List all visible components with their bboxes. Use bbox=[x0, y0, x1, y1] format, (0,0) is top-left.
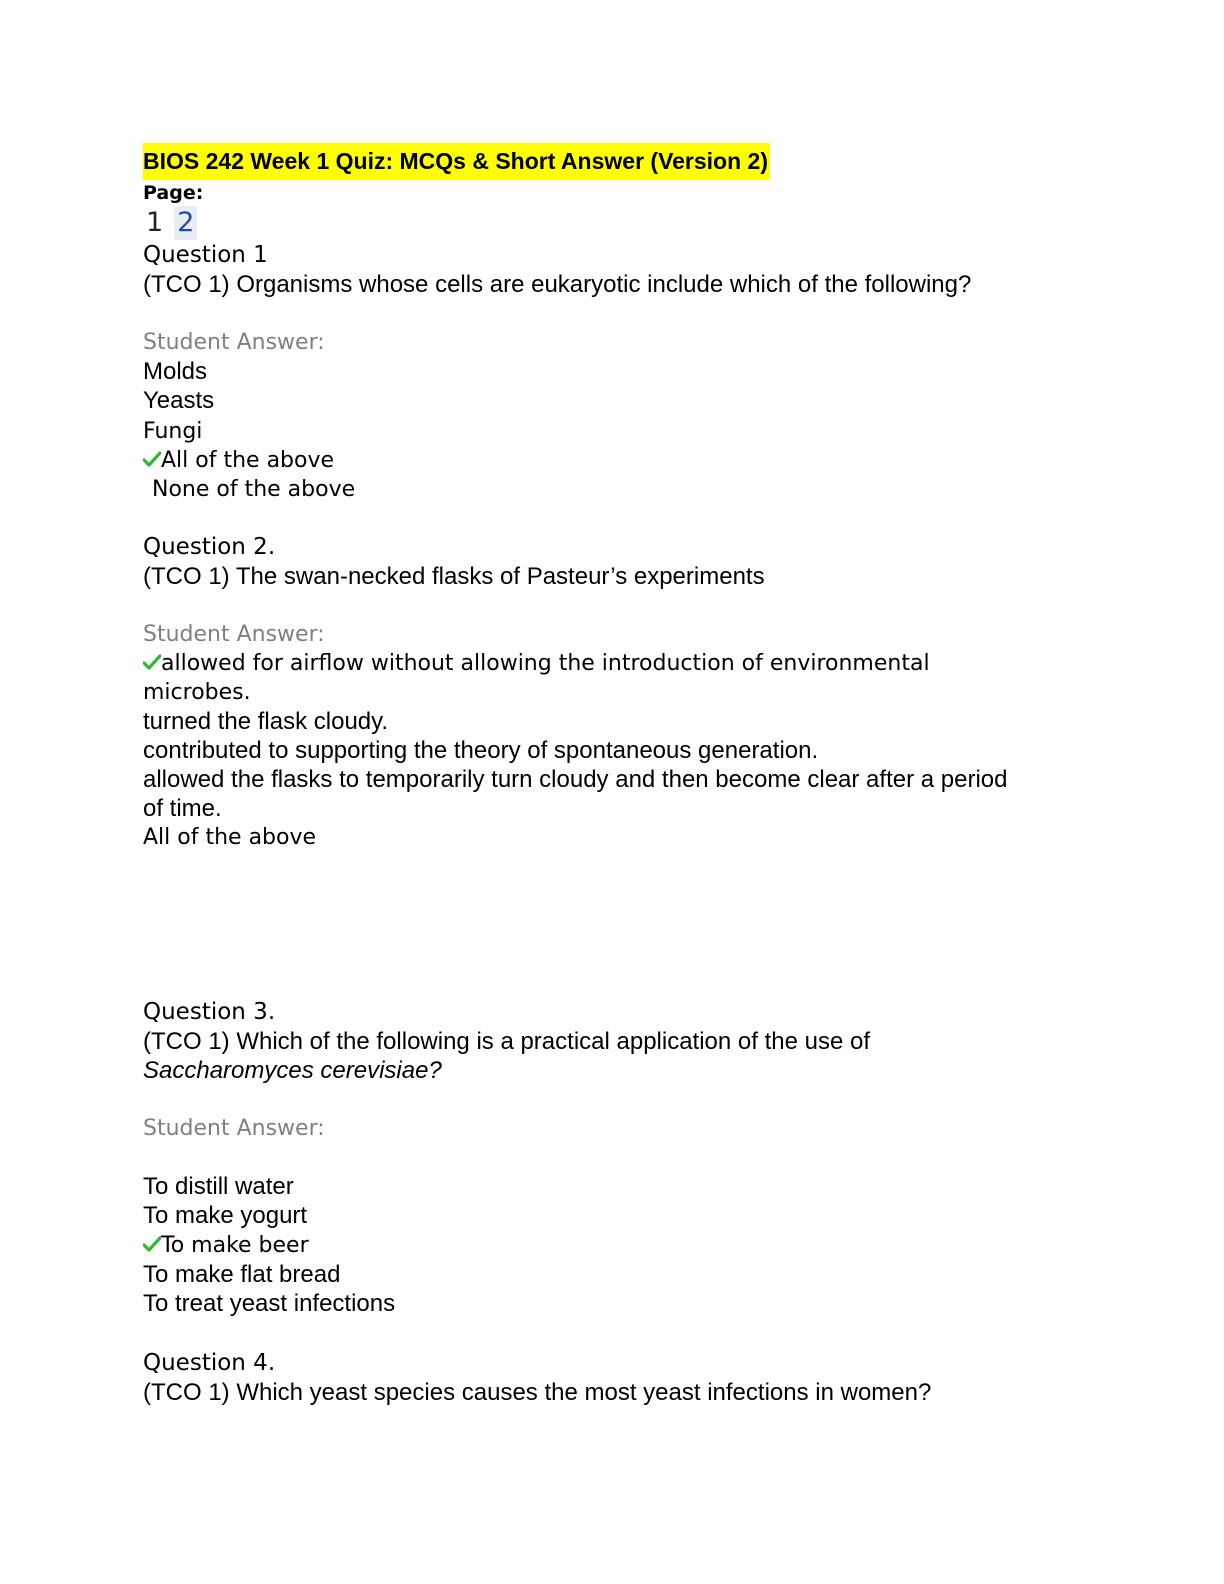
answer-option-label: To make beer bbox=[161, 1233, 309, 1258]
answer-option: allowed the flasks to temporarily turn cloudy and then become clear after a period of time. bbox=[143, 766, 1008, 822]
answer-option: To make flat bread bbox=[143, 1261, 341, 1288]
answer-option-label: All of the above bbox=[161, 448, 335, 473]
quiz-title: BIOS 242 Week 1 Quiz: MCQs & Short Answer (Version 2) bbox=[143, 143, 770, 180]
pagination bbox=[143, 206, 1043, 240]
question-label: Question 1 bbox=[143, 242, 268, 268]
student-answer-label: Student Answer: bbox=[143, 622, 325, 647]
student-answer-label: Student Answer: bbox=[143, 330, 325, 355]
question-text: (TCO 1) Which yeast species causes the most yeast infections in women? bbox=[143, 1379, 932, 1406]
answer-option-correct bbox=[143, 649, 1013, 707]
question-label: Question 3. bbox=[143, 999, 276, 1025]
checkmark-icon bbox=[143, 1235, 161, 1253]
checkmark-icon bbox=[143, 450, 161, 468]
answer-option: contributed to supporting the theory of spontaneous generation. bbox=[143, 737, 819, 764]
answer-option: To distill water bbox=[143, 1173, 294, 1200]
question-text: (TCO 1) The swan-necked flasks of Pasteur’s experiments bbox=[143, 563, 765, 590]
checkmark-icon bbox=[143, 653, 161, 671]
question-4 bbox=[143, 1349, 1043, 1407]
question-label: Question 4. bbox=[143, 1350, 276, 1376]
answer-option: To make yogurt bbox=[143, 1202, 308, 1229]
page-label: Page: bbox=[143, 182, 204, 204]
answer-option: All of the above bbox=[143, 825, 317, 850]
question-label: Question 2. bbox=[143, 534, 276, 560]
student-answer-label: Student Answer: bbox=[143, 1116, 325, 1141]
question-3 bbox=[143, 998, 1043, 1318]
answer-option-correct bbox=[143, 446, 1043, 475]
question-text-species: Saccharomyces cerevisiae? bbox=[143, 1057, 442, 1084]
answer-option: turned the flask cloudy. bbox=[143, 708, 389, 735]
answer-option: Molds bbox=[143, 358, 208, 385]
page-1-current: 1 bbox=[146, 207, 164, 238]
question-1 bbox=[143, 241, 1043, 504]
header bbox=[143, 143, 1043, 240]
question-2 bbox=[143, 533, 1043, 852]
page-2-link[interactable]: 2 bbox=[174, 206, 197, 240]
answer-option: Yeasts bbox=[143, 387, 215, 414]
question-text: (TCO 1) Organisms whose cells are eukaryotic include which of the following? bbox=[143, 271, 972, 298]
question-text-main: (TCO 1) Which of the following is a practical application of the use of bbox=[143, 1028, 871, 1055]
answer-option: To treat yeast infections bbox=[143, 1290, 396, 1317]
answer-option-correct bbox=[143, 1231, 1043, 1260]
answer-option-label: allowed for airflow without allowing the introduction of environmental microbes. bbox=[143, 651, 930, 705]
answer-option: Fungi bbox=[143, 419, 203, 444]
question-text bbox=[143, 1027, 1043, 1085]
answer-option: None of the above bbox=[152, 477, 356, 502]
